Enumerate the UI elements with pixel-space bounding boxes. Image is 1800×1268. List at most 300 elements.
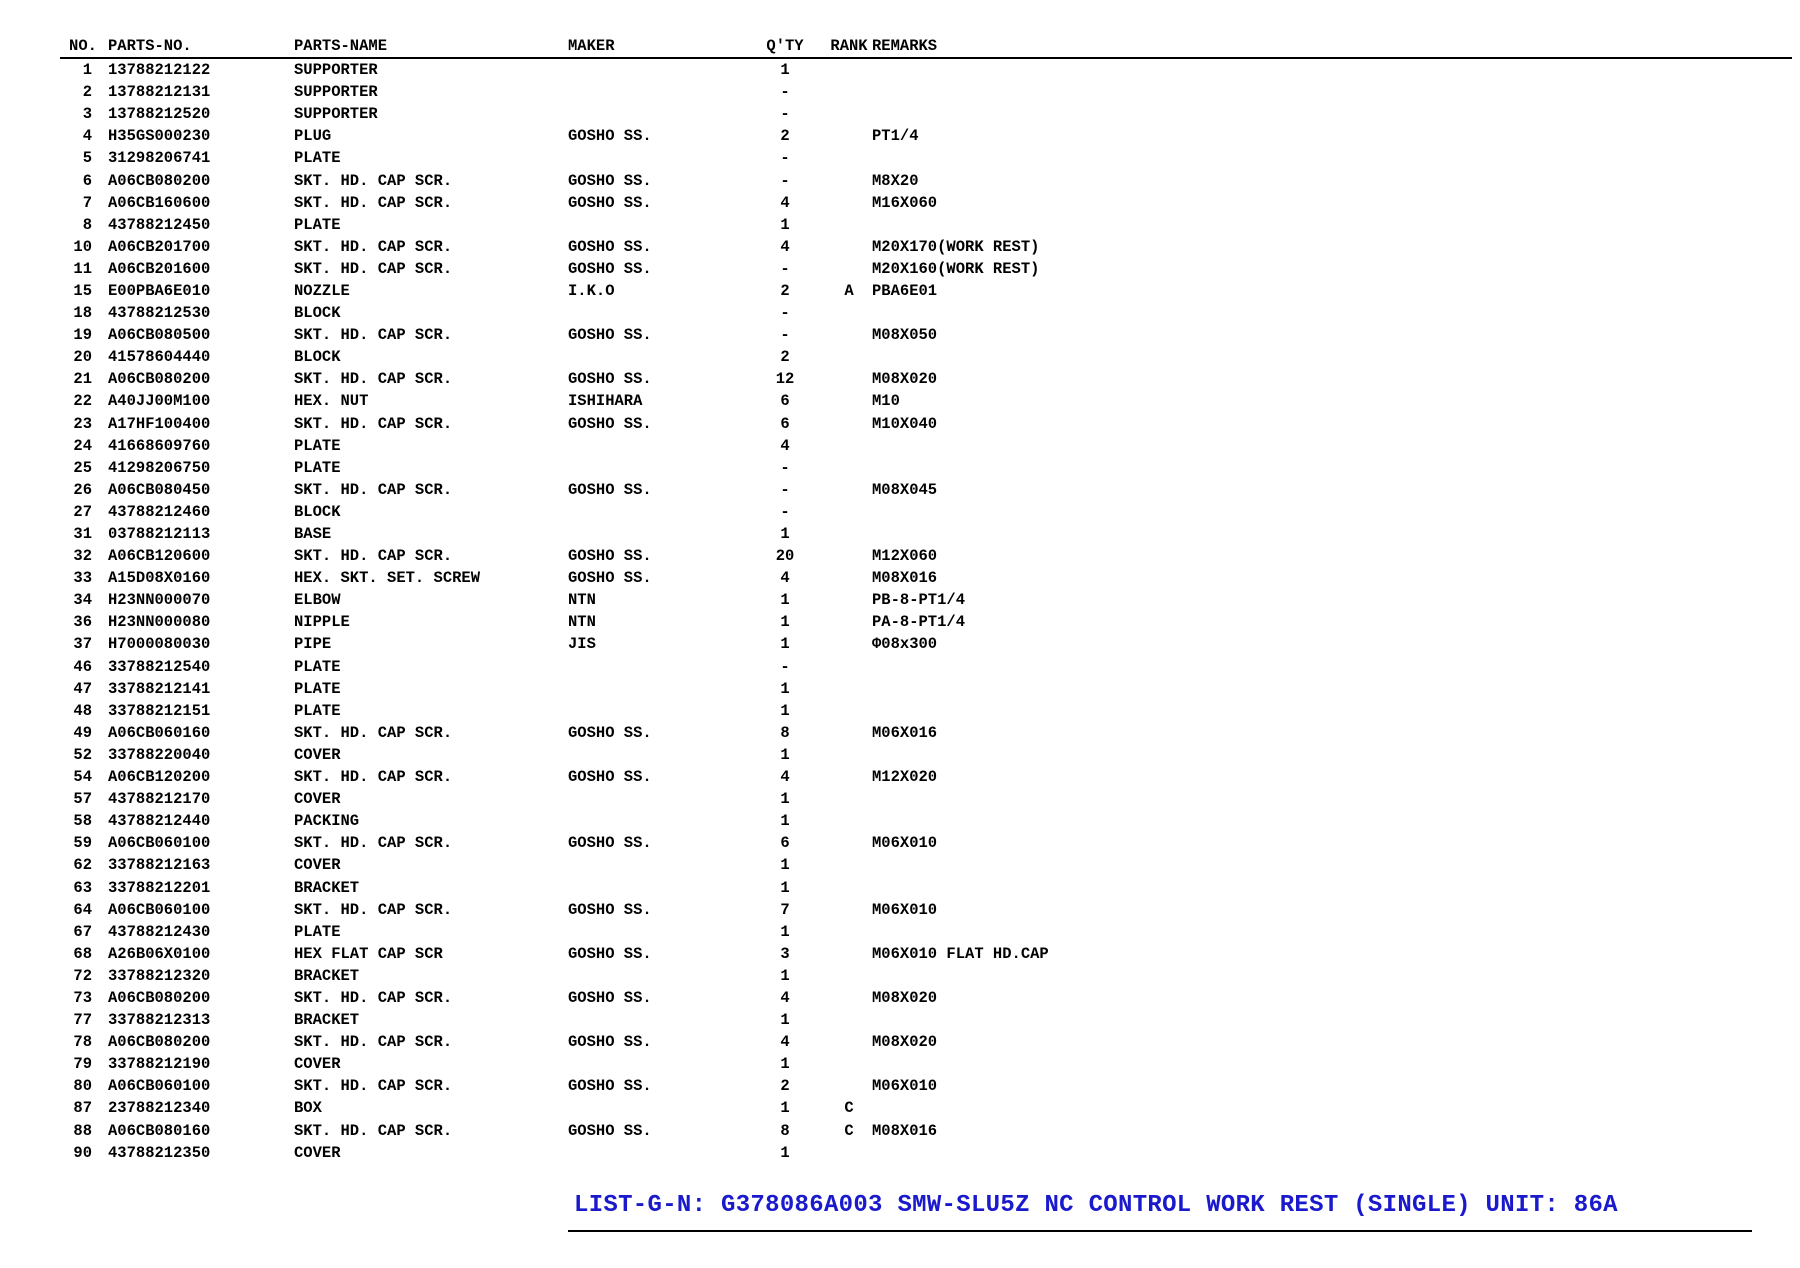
cell-remarks <box>872 965 1792 987</box>
cell-remarks <box>872 678 1792 700</box>
cell-parts-no: 33788220040 <box>108 745 211 764</box>
cell-parts-name: SKT. HD. CAP SCR. <box>294 480 453 499</box>
cell-remarks: PBA6E01 <box>872 281 938 300</box>
cell-remarks: M8X20 <box>872 171 919 190</box>
cell-parts-no: 33788212151 <box>108 701 211 720</box>
cell-maker <box>568 147 732 169</box>
cell-parts-no: A26B06X0100 <box>108 944 211 963</box>
table-row <box>60 346 1792 368</box>
cell-parts-name: COVER <box>294 745 341 764</box>
header-remarks: REMARKS <box>872 36 1792 58</box>
cell-parts-name: SKT. HD. CAP SCR. <box>294 900 453 919</box>
cell-qty: 1 <box>780 790 790 809</box>
table-row <box>60 832 1792 854</box>
cell-parts-no: A06CB080200 <box>108 171 211 190</box>
cell-remarks <box>872 1009 1792 1031</box>
cell-parts-no: A06CB120200 <box>108 768 211 787</box>
cell-qty: 1 <box>780 525 790 544</box>
cell-maker: NTN <box>568 591 596 610</box>
cell-parts-no: 43788212170 <box>108 790 211 809</box>
table-row <box>60 280 1792 302</box>
cell-maker: GOSHO SS. <box>568 480 652 499</box>
cell-maker: GOSHO SS. <box>568 988 652 1007</box>
cell-parts-name: COVER <box>294 790 341 809</box>
cell-qty: 1 <box>780 856 790 875</box>
cell-parts-no: 43788212530 <box>108 304 211 323</box>
cell-parts-name: ELBOW <box>294 591 341 610</box>
table-row <box>60 987 1792 1009</box>
cell-qty: - <box>780 326 790 345</box>
table-row <box>60 1142 1792 1164</box>
cell-remarks: M06X010 FLAT HD.CAP <box>872 944 1049 963</box>
cell-maker: ISHIHARA <box>568 392 643 411</box>
header-no: NO. <box>60 36 108 58</box>
cell-parts-name: PLATE <box>294 436 341 455</box>
cell-rank <box>814 192 872 214</box>
cell-parts-name: PLATE <box>294 922 341 941</box>
cell-no: 80 <box>73 1077 92 1096</box>
cell-parts-no: 33788212313 <box>108 1011 211 1030</box>
cell-maker <box>568 656 732 678</box>
cell-rank <box>814 744 872 766</box>
cell-no: 27 <box>73 502 92 521</box>
cell-remarks: M06X010 <box>872 834 938 853</box>
cell-parts-no: A06CB080160 <box>108 1121 211 1140</box>
header-qty: Q'TY <box>732 36 814 58</box>
cell-no: 4 <box>82 127 92 146</box>
cell-maker <box>568 678 732 700</box>
cell-rank <box>814 324 872 346</box>
cell-no: 11 <box>73 259 92 278</box>
cell-rank <box>814 876 872 898</box>
cell-no: 52 <box>73 745 92 764</box>
cell-parts-no: A15D08X0160 <box>108 569 211 588</box>
list-title: LIST-G-N: G378086A003 SMW-SLU5Z NC CONTROL WORK REST (SINGLE) UNIT: 86A <box>574 1192 1618 1219</box>
cell-parts-name: COVER <box>294 1055 341 1074</box>
cell-parts-name: SUPPORTER <box>294 83 378 102</box>
cell-remarks <box>872 788 1792 810</box>
cell-qty: 7 <box>780 900 790 919</box>
cell-maker <box>568 1009 732 1031</box>
cell-parts-name: SUPPORTER <box>294 61 378 80</box>
cell-qty: 1 <box>780 215 790 234</box>
cell-rank <box>814 346 872 368</box>
cell-remarks: M06X010 <box>872 900 938 919</box>
cell-maker <box>568 523 732 545</box>
cell-parts-no: 41578604440 <box>108 348 211 367</box>
cell-rank <box>814 1142 872 1164</box>
cell-parts-no: A06CB120600 <box>108 547 211 566</box>
cell-remarks <box>872 523 1792 545</box>
table-row <box>60 1120 1792 1142</box>
cell-maker: GOSHO SS. <box>568 1121 652 1140</box>
cell-remarks <box>872 921 1792 943</box>
cell-parts-name: HEX. NUT <box>294 392 369 411</box>
cell-maker <box>568 501 732 523</box>
cell-no: 24 <box>73 436 92 455</box>
cell-no: 46 <box>73 657 92 676</box>
cell-maker: GOSHO SS. <box>568 1077 652 1096</box>
cell-rank <box>814 567 872 589</box>
cell-rank <box>814 943 872 965</box>
header-parts-no: PARTS-NO. <box>108 36 294 58</box>
cell-parts-no: 33788212540 <box>108 657 211 676</box>
cell-parts-no: 33788212190 <box>108 1055 211 1074</box>
cell-no: 10 <box>73 237 92 256</box>
cell-maker <box>568 81 732 103</box>
cell-qty: 4 <box>780 193 790 212</box>
cell-parts-name: SKT. HD. CAP SCR. <box>294 1121 453 1140</box>
cell-maker <box>568 302 732 324</box>
cell-parts-no: 13788212122 <box>108 61 211 80</box>
cell-rank <box>814 633 872 655</box>
cell-parts-no: 43788212350 <box>108 1143 211 1162</box>
table-row <box>60 523 1792 545</box>
cell-maker <box>568 921 732 943</box>
cell-qty: - <box>780 149 790 168</box>
cell-maker <box>568 810 732 832</box>
cell-remarks: M08X050 <box>872 326 938 345</box>
cell-remarks <box>872 214 1792 236</box>
table-row <box>60 81 1792 103</box>
table-row <box>60 1009 1792 1031</box>
cell-qty: 4 <box>780 988 790 1007</box>
header-row <box>60 36 1792 58</box>
cell-maker: GOSHO SS. <box>568 193 652 212</box>
cell-rank <box>814 1031 872 1053</box>
cell-rank <box>814 214 872 236</box>
cell-qty: - <box>780 657 790 676</box>
cell-maker <box>568 457 732 479</box>
table-row <box>60 611 1792 633</box>
cell-rank <box>814 236 872 258</box>
cell-qty: 1 <box>780 745 790 764</box>
cell-remarks: M12X020 <box>872 768 938 787</box>
cell-rank <box>814 258 872 280</box>
cell-rank <box>814 147 872 169</box>
cell-parts-no: A17HF100400 <box>108 414 211 433</box>
table-row <box>60 810 1792 832</box>
cell-remarks <box>872 700 1792 722</box>
cell-maker: GOSHO SS. <box>568 834 652 853</box>
cell-qty: 8 <box>780 1121 790 1140</box>
cell-remarks: M08X016 <box>872 569 938 588</box>
cell-parts-no: H23NN000070 <box>108 591 211 610</box>
cell-rank <box>814 435 872 457</box>
cell-remarks: M08X020 <box>872 1033 938 1052</box>
cell-maker: GOSHO SS. <box>568 414 652 433</box>
cell-parts-no: 43788212440 <box>108 812 211 831</box>
cell-qty: 6 <box>780 392 790 411</box>
cell-no: 77 <box>73 1011 92 1030</box>
cell-parts-no: 41298206750 <box>108 458 211 477</box>
cell-parts-name: HEX. SKT. SET. SCREW <box>294 569 481 588</box>
cell-parts-no: A06CB080200 <box>108 988 211 1007</box>
cell-maker <box>568 876 732 898</box>
cell-remarks: M06X010 <box>872 1077 938 1096</box>
cell-no: 22 <box>73 392 92 411</box>
table-row <box>60 943 1792 965</box>
cell-remarks <box>872 302 1792 324</box>
cell-rank <box>814 368 872 390</box>
table-row <box>60 302 1792 324</box>
cell-qty: - <box>780 105 790 124</box>
cell-no: 72 <box>73 966 92 985</box>
cell-remarks <box>872 103 1792 125</box>
table-row <box>60 1031 1792 1053</box>
table-row <box>60 258 1792 280</box>
cell-rank <box>814 700 872 722</box>
table-row <box>60 125 1792 147</box>
table-row <box>60 192 1792 214</box>
cell-maker: GOSHO SS. <box>568 127 652 146</box>
cell-no: 31 <box>73 525 92 544</box>
cell-rank <box>814 1075 872 1097</box>
cell-parts-no: 43788212460 <box>108 502 211 521</box>
cell-qty: 1 <box>780 922 790 941</box>
cell-qty: 4 <box>780 768 790 787</box>
header-parts-name: PARTS-NAME <box>294 36 568 58</box>
cell-no: 49 <box>73 723 92 742</box>
cell-parts-no: A06CB160600 <box>108 193 211 212</box>
cell-qty: 6 <box>780 414 790 433</box>
cell-no: 5 <box>82 149 92 168</box>
cell-parts-name: PACKING <box>294 812 360 831</box>
cell-parts-no: H35GS000230 <box>108 127 211 146</box>
cell-parts-name: PLATE <box>294 679 341 698</box>
table-row <box>60 854 1792 876</box>
cell-remarks: M20X160(WORK REST) <box>872 259 1040 278</box>
cell-rank <box>814 58 872 81</box>
cell-parts-name: COVER <box>294 1143 341 1162</box>
cell-maker <box>568 1142 732 1164</box>
cell-maker <box>568 58 732 81</box>
cell-parts-no: 13788212131 <box>108 83 211 102</box>
cell-no: 2 <box>82 83 92 102</box>
cell-parts-name: BLOCK <box>294 304 341 323</box>
cell-rank <box>814 722 872 744</box>
cell-rank <box>814 788 872 810</box>
cell-remarks: M06X016 <box>872 723 938 742</box>
cell-parts-no: A06CB201700 <box>108 237 211 256</box>
cell-qty: 20 <box>775 547 795 566</box>
cell-remarks <box>872 435 1792 457</box>
cell-maker: GOSHO SS. <box>568 569 652 588</box>
cell-rank <box>814 854 872 876</box>
cell-remarks <box>872 147 1792 169</box>
table-row <box>60 788 1792 810</box>
cell-parts-name: SKT. HD. CAP SCR. <box>294 1077 453 1096</box>
cell-no: 25 <box>73 458 92 477</box>
cell-maker <box>568 788 732 810</box>
table-row <box>60 545 1792 567</box>
cell-remarks: M08X020 <box>872 370 938 389</box>
cell-rank <box>814 987 872 1009</box>
cell-maker: GOSHO SS. <box>568 259 652 278</box>
cell-parts-name: BRACKET <box>294 1011 360 1030</box>
cell-maker: I.K.O <box>568 281 615 300</box>
table-row <box>60 368 1792 390</box>
cell-rank <box>814 810 872 832</box>
cell-no: 34 <box>73 591 92 610</box>
table-row <box>60 147 1792 169</box>
cell-no: 88 <box>73 1121 92 1140</box>
cell-parts-name: SKT. HD. CAP SCR. <box>294 259 453 278</box>
cell-qty: 2 <box>780 348 790 367</box>
cell-remarks <box>872 656 1792 678</box>
cell-rank <box>814 589 872 611</box>
table-row <box>60 1053 1792 1075</box>
cell-maker <box>568 346 732 368</box>
cell-qty: 2 <box>780 1077 790 1096</box>
cell-parts-no: E00PBA6E010 <box>108 281 211 300</box>
table-row <box>60 501 1792 523</box>
cell-qty: 1 <box>780 701 790 720</box>
cell-rank <box>814 1009 872 1031</box>
cell-parts-no: 33788212163 <box>108 856 211 875</box>
cell-remarks: M10 <box>872 392 900 411</box>
cell-maker: GOSHO SS. <box>568 171 652 190</box>
cell-qty: - <box>780 171 790 190</box>
cell-no: 37 <box>73 635 92 654</box>
cell-remarks: PT1/4 <box>872 127 919 146</box>
cell-rank: C <box>844 1121 854 1140</box>
cell-qty: - <box>780 259 790 278</box>
cell-maker <box>568 103 732 125</box>
cell-maker <box>568 854 732 876</box>
table-row <box>60 700 1792 722</box>
cell-remarks <box>872 876 1792 898</box>
cell-rank <box>814 921 872 943</box>
table-body <box>60 58 1792 1164</box>
cell-no: 47 <box>73 679 92 698</box>
cell-no: 64 <box>73 900 92 919</box>
cell-parts-name: BLOCK <box>294 348 341 367</box>
cell-no: 32 <box>73 547 92 566</box>
cell-parts-no: A06CB080450 <box>108 480 211 499</box>
cell-parts-no: 23788212340 <box>108 1099 211 1118</box>
cell-parts-no: 41668609760 <box>108 436 211 455</box>
table-row <box>60 965 1792 987</box>
cell-parts-no: 33788212141 <box>108 679 211 698</box>
cell-qty: 8 <box>780 723 790 742</box>
cell-no: 48 <box>73 701 92 720</box>
cell-remarks <box>872 744 1792 766</box>
cell-qty: 1 <box>780 812 790 831</box>
cell-no: 79 <box>73 1055 92 1074</box>
cell-parts-no: A06CB080500 <box>108 326 211 345</box>
cell-parts-name: PLATE <box>294 149 341 168</box>
table-row <box>60 722 1792 744</box>
cell-rank <box>814 125 872 147</box>
cell-rank: A <box>844 281 854 300</box>
cell-parts-name: HEX FLAT CAP SCR <box>294 944 443 963</box>
cell-remarks <box>872 1142 1792 1164</box>
cell-maker: GOSHO SS. <box>568 768 652 787</box>
cell-rank <box>814 656 872 678</box>
cell-maker: JIS <box>568 635 596 654</box>
cell-parts-name: PLUG <box>294 127 332 146</box>
table-row <box>60 435 1792 457</box>
cell-qty: 4 <box>780 1033 790 1052</box>
cell-rank <box>814 611 872 633</box>
cell-no: 8 <box>82 215 92 234</box>
cell-remarks: M12X060 <box>872 547 938 566</box>
cell-no: 26 <box>73 480 92 499</box>
cell-no: 6 <box>82 171 92 190</box>
table-row <box>60 58 1792 81</box>
cell-rank <box>814 302 872 324</box>
cell-no: 87 <box>73 1099 92 1118</box>
cell-remarks: M20X170(WORK REST) <box>872 237 1040 256</box>
cell-no: 21 <box>73 370 92 389</box>
cell-no: 68 <box>73 944 92 963</box>
cell-no: 1 <box>82 61 92 80</box>
cell-parts-no: 31298206741 <box>108 149 211 168</box>
cell-parts-name: PIPE <box>294 635 332 654</box>
cell-parts-name: SUPPORTER <box>294 105 378 124</box>
cell-no: 7 <box>82 193 92 212</box>
cell-qty: 1 <box>780 591 790 610</box>
cell-remarks: PB-8-PT1/4 <box>872 591 966 610</box>
cell-qty: - <box>780 458 790 477</box>
cell-parts-name: SKT. HD. CAP SCR. <box>294 193 453 212</box>
cell-parts-no: 03788212113 <box>108 525 211 544</box>
cell-parts-name: NOZZLE <box>294 281 350 300</box>
cell-qty: 12 <box>775 370 795 389</box>
cell-qty: 1 <box>780 1011 790 1030</box>
cell-qty: 1 <box>780 613 790 632</box>
cell-parts-no: 43788212430 <box>108 922 211 941</box>
cell-maker <box>568 1053 732 1075</box>
cell-no: 18 <box>73 304 92 323</box>
cell-qty: 2 <box>780 281 790 300</box>
cell-maker: GOSHO SS. <box>568 1033 652 1052</box>
cell-no: 90 <box>73 1143 92 1162</box>
cell-qty: 4 <box>780 569 790 588</box>
cell-parts-name: PLATE <box>294 657 341 676</box>
table-row <box>60 876 1792 898</box>
cell-remarks: M16X060 <box>872 193 938 212</box>
cell-rank <box>814 457 872 479</box>
table-row <box>60 390 1792 412</box>
cell-parts-name: SKT. HD. CAP SCR. <box>294 414 453 433</box>
cell-remarks <box>872 501 1792 523</box>
cell-qty: 1 <box>780 61 790 80</box>
cell-no: 23 <box>73 414 92 433</box>
cell-remarks: Φ08x300 <box>872 635 938 654</box>
cell-no: 15 <box>73 281 92 300</box>
cell-qty: 1 <box>780 966 790 985</box>
cell-no: 59 <box>73 834 92 853</box>
cell-parts-name: SKT. HD. CAP SCR. <box>294 768 453 787</box>
cell-maker <box>568 744 732 766</box>
cell-maker <box>568 435 732 457</box>
cell-parts-name: BASE <box>294 525 332 544</box>
cell-no: 67 <box>73 922 92 941</box>
cell-rank <box>814 1053 872 1075</box>
table-row <box>60 479 1792 501</box>
cell-qty: - <box>780 304 790 323</box>
cell-qty: - <box>780 502 790 521</box>
table-row <box>60 413 1792 435</box>
cell-parts-no: 33788212201 <box>108 878 211 897</box>
cell-remarks: M08X020 <box>872 988 938 1007</box>
cell-parts-name: SKT. HD. CAP SCR. <box>294 237 453 256</box>
cell-parts-no: A06CB060160 <box>108 723 211 742</box>
cell-remarks: M10X040 <box>872 414 938 433</box>
cell-parts-name: SKT. HD. CAP SCR. <box>294 171 453 190</box>
